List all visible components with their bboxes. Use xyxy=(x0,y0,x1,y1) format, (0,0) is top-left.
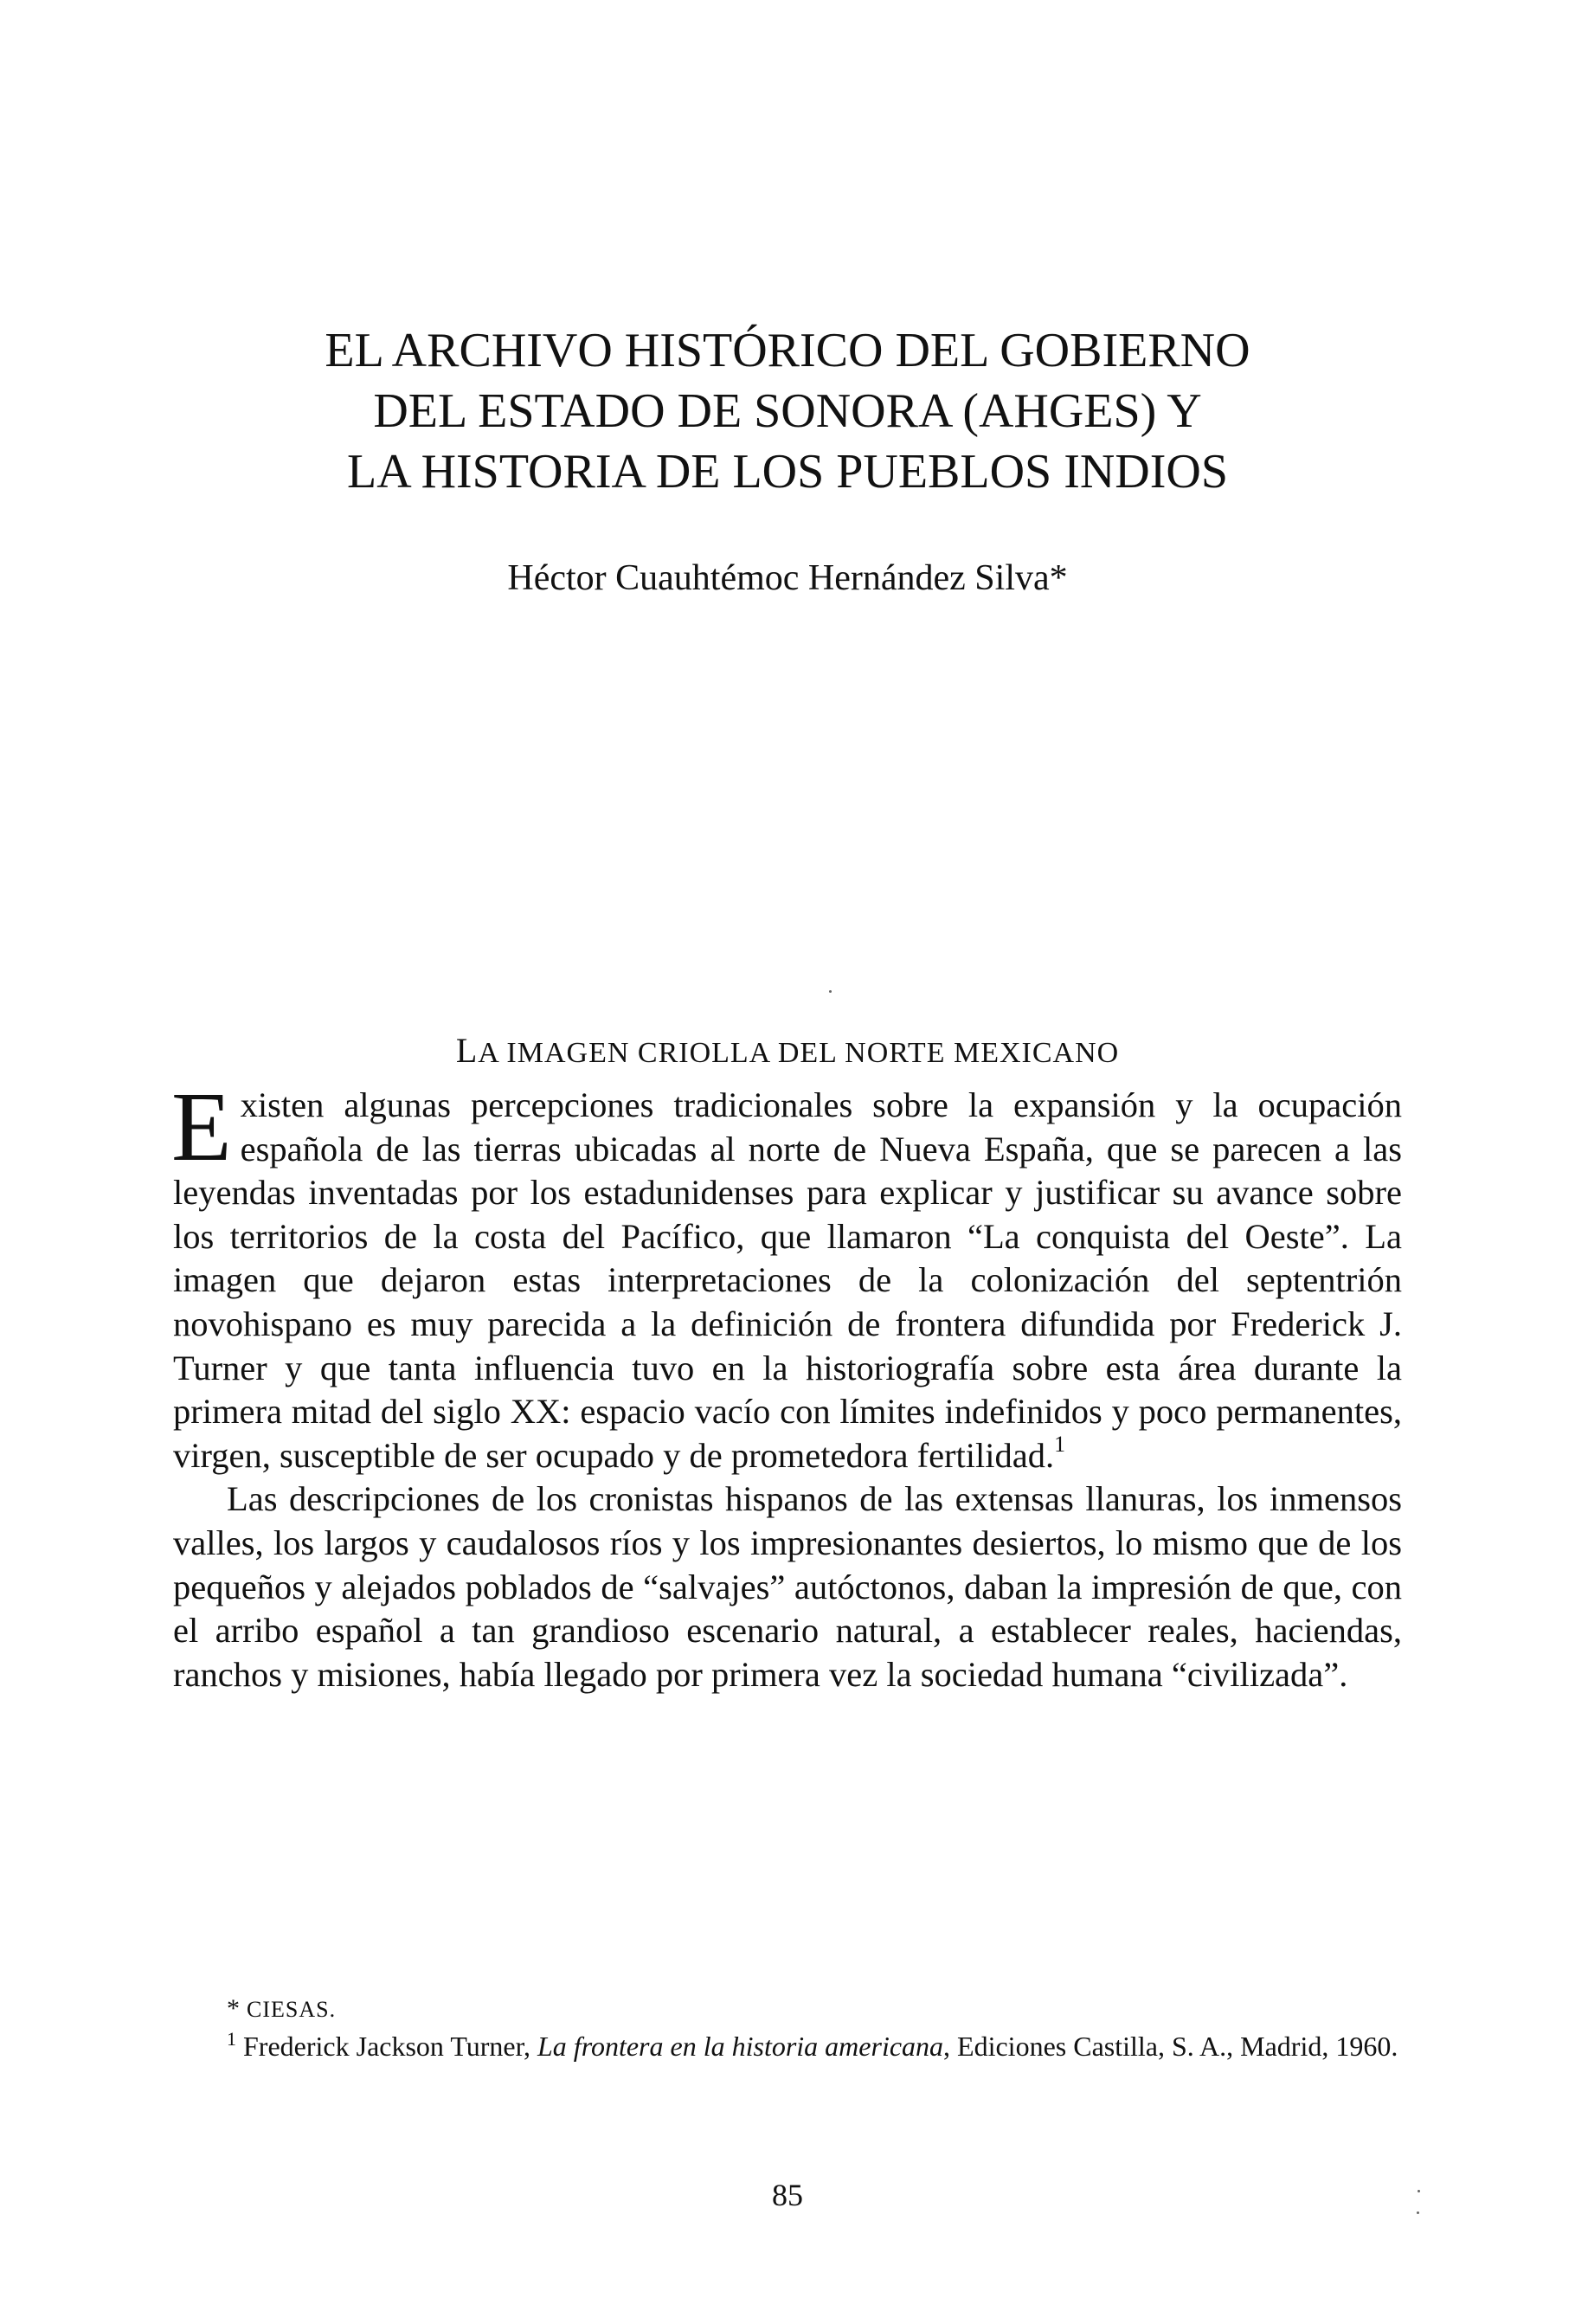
footnote-star-text: CIESAS. xyxy=(247,1997,337,2022)
paragraph-2: Las descripciones de los cronistas hispanos de las extensas llanuras, los inmensos valles, los largos y caudalosos ríos y los impresionantes desiertos, lo mismo que de los pequeños y alejados poblados de “salvajes” autóctonos, daban la impresión de que, con el arribo español a tan grandioso escenario natural, a establecer reales, haciendas, ranchos y misiones, había llegado por primera vez la sociedad humana “civilizada”. xyxy=(173,1479,1402,1694)
body-text xyxy=(171,1072,1402,1696)
title-line-3: LA HISTORIA DE LOS PUEBLOS INDIOS xyxy=(347,445,1228,499)
page-number: 85 xyxy=(772,2178,803,2212)
title-line-2: DEL ESTADO DE SONORA (AHGES) Y xyxy=(373,384,1202,438)
author-name: Héctor Cuauhtémoc Hernández Silva* xyxy=(507,558,1068,598)
footnote-1-before: Frederick Jackson Turner, xyxy=(236,2031,537,2062)
footnotes xyxy=(173,1989,1402,2064)
scan-speck xyxy=(829,990,832,993)
scan-speck xyxy=(1417,2211,1419,2214)
footnote-star-mark: * xyxy=(227,1994,240,2023)
footnote-ref-1[interactable]: 1 xyxy=(1054,1431,1066,1457)
footnote-1-number: 1 xyxy=(227,2028,236,2050)
footnote-1-after: , Ediciones Castilla, S. A., Madrid, 1960. xyxy=(943,2031,1398,2062)
drop-cap: E xyxy=(171,1072,232,1181)
footnote-star xyxy=(173,1989,1402,2028)
footnote-1-title: La frontera en la historia americana xyxy=(537,2031,944,2062)
paragraph-1 xyxy=(171,1072,1402,1477)
section-heading xyxy=(225,1032,1350,1072)
footnote-1 xyxy=(173,2028,1402,2064)
title-line-1: EL ARCHIVO HISTÓRICO DEL GOBIERNO xyxy=(325,324,1250,377)
article-title xyxy=(225,320,1350,502)
paragraph-1-text: xisten algunas percepciones tradicionales sobre la expansión y la ocupación española de las tierras ubicadas al norte de Nueva España, que se parecen a las leyendas inventadas por los estadunidenses para explicar y justificar su avance sobre los territorios de la costa del Pacífico, que llamaron “La conquista del Oeste”. La imagen que dejaron estas interpretaciones de la colonización del septentrión novohispano es muy parecida a la definición de frontera difundida por Frederick J. Turner y que tanta influencia tuvo en la historiografía sobre esta área durante la primera mitad del siglo XX: espacio vacío con límites indefinidos y poco permanentes, virgen, susceptible de ser ocupado y de prometedora fertilidad. xyxy=(173,1085,1402,1475)
section-heading-rest: A IMAGEN CRIOLLA DEL NORTE MEXICANO xyxy=(478,1037,1120,1069)
section-heading-initial: L xyxy=(455,1031,479,1070)
scan-speck xyxy=(1418,2190,1420,2192)
